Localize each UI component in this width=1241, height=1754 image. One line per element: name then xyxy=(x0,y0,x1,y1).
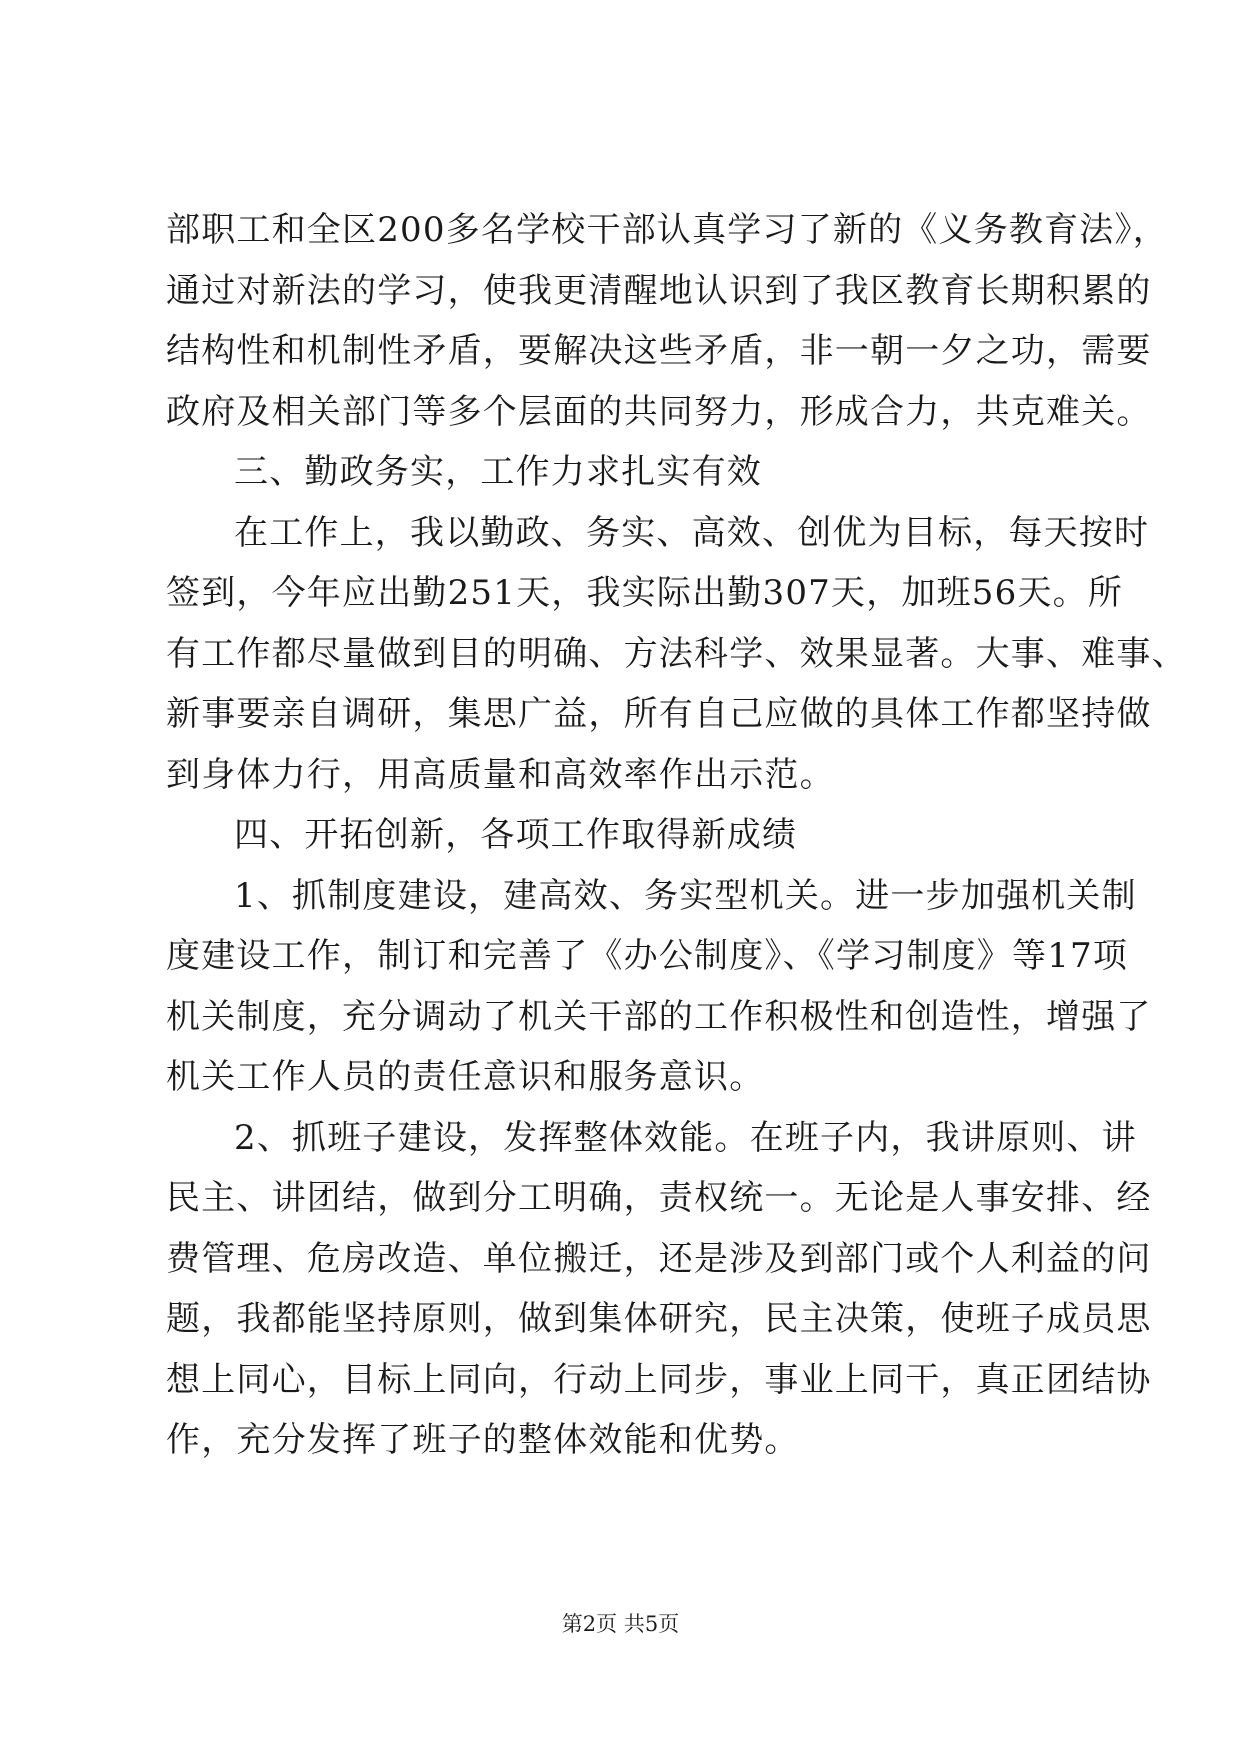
text-line: 结构性和机制性矛盾，要解决这些矛盾，非一朝一夕之功，需要 xyxy=(166,331,1152,371)
page-number-footer: 第2页 共5页 xyxy=(561,1612,680,1636)
text-line: 想上同心，目标上同向，行动上同步，事业上同干，真正团结协 xyxy=(166,1359,1152,1400)
text-line: 2、抓班子建设，发挥整体效能。在班子内，我讲原则、讲 xyxy=(234,1117,1137,1158)
body-text xyxy=(166,200,1187,1471)
text-line: 有工作都尽量做到目的明确、方法科学、效果显著。大事、难事、 xyxy=(166,633,1187,674)
section-heading: 三、勤政务实，工作力求扎实有效 xyxy=(234,452,762,492)
text-line: 到身体力行，用高质量和高效率作出示范。 xyxy=(166,754,835,795)
text-line: 机关工作人员的责任意识和服务意识。 xyxy=(166,1057,765,1097)
text-line: 费管理、危房改造、单位搬迁，还是涉及到部门或个人利益的问 xyxy=(166,1238,1152,1279)
text-line: 政府及相关部门等多个层面的共同努力，形成合力，共克难关。 xyxy=(166,391,1152,432)
text-line: 1、抓制度建设，建高效、务实型机关。进一步加强机关制 xyxy=(234,875,1137,916)
text-line: 作，充分发挥了班子的整体效能和优势。 xyxy=(166,1420,800,1460)
text-line: 民主、讲团结，做到分工明确，责权统一。无论是人事安排、经 xyxy=(166,1178,1152,1218)
text-line: 题，我都能坚持原则，做到集体研究，民主决策，使班子成员思 xyxy=(166,1299,1152,1339)
text-line: 签到，今年应出勤251天，我实际出勤307天，加班56天。所 xyxy=(166,573,1124,613)
text-line: 机关制度，充分调动了机关干部的工作积极性和创造性，增强了 xyxy=(166,996,1152,1037)
section-heading: 四、开拓创新，各项工作取得新成绩 xyxy=(234,815,798,855)
text-line: 通过对新法的学习，使我更清醒地认识到了我区教育长期积累的 xyxy=(166,270,1152,311)
text-line: 部职工和全区200多名学校干部认真学习了新的《义务教育法》， xyxy=(166,210,1168,250)
text-line: 新事要亲自调研，集思广益，所有自己应做的具体工作都坚持做 xyxy=(166,694,1152,734)
text-line: 度建设工作，制订和完善了《办公制度》、《学习制度》等17项 xyxy=(166,936,1129,976)
text-line: 在工作上，我以勤政、务实、高效、创优为目标，每天按时 xyxy=(234,512,1150,553)
